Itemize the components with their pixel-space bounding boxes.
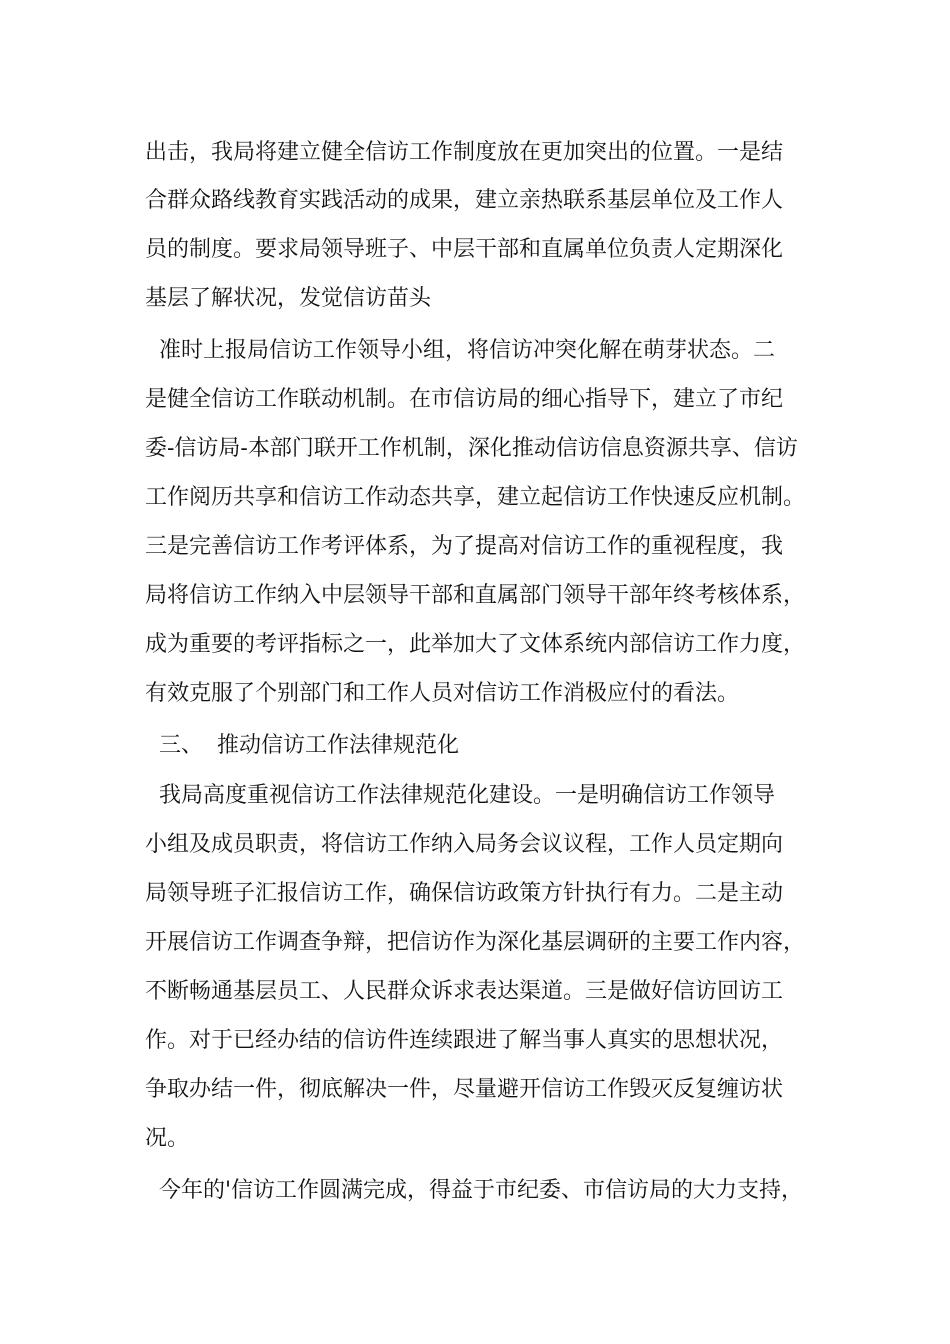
section-heading: 三、 推动信访工作法律规范化 [145, 733, 459, 758]
text-line: 准时上报局信访工作领导小组，将信访冲突化解在萌芽状态。二 [145, 338, 775, 363]
text-line: 员的制度。要求局领导班子、中层干部和直属单位负责人定期深化 [145, 237, 784, 262]
text-line: 今年的'信访工作圆满完成，得益于市纪委、市信访局的大力支持， [145, 1178, 804, 1203]
text-line: 况。 [145, 1126, 190, 1151]
text-line: 合群众路线教育实践活动的成果，建立亲热联系基层单位及工作人 [145, 188, 784, 213]
text-line: 成为重要的考评指标之一，此举加大了文体系统内部信访工作力度， [145, 632, 806, 657]
text-line: 基层了解状况，发觉信访苗头 [145, 286, 432, 311]
text-line: 局领导班子汇报信访工作，确保信访政策方针执行有力。二是主动 [145, 881, 784, 906]
text-line: 出击，我局将建立健全信访工作制度放在更加突出的位置。一是结 [145, 140, 784, 165]
text-line: 小组及成员职责，将信访工作纳入局务会议议程，工作人员定期向 [145, 832, 784, 857]
text-line: 开展信访工作调查争辩，把信访作为深化基层调研的主要工作内容， [145, 930, 806, 955]
text-line: 三是完善信访工作考评体系，为了提高对信访工作的重视程度，我 [145, 534, 784, 559]
text-line: 工作阅历共享和信访工作动态共享，建立起信访工作快速反应机制。 [145, 485, 806, 510]
text-line: 局将信访工作纳入中层领导干部和直属部门领导干部年终考核体系， [145, 583, 806, 608]
text-line: 委-信访局-本部门联开工作机制，深化推动信访信息资源共享、信访 [145, 436, 798, 461]
text-line: 争取办结一件，彻底解决一件，尽量避开信访工作毁灭反复缠访状 [145, 1077, 784, 1102]
text-line: 有效克服了个别部门和工作人员对信访工作消极应付的看法。 [145, 681, 740, 706]
text-line: 作。对于已经办结的信访件连续跟进了解当事人真实的思想状况， [145, 1028, 784, 1053]
text-line: 不断畅通基层员工、人民群众诉求表达渠道。三是做好信访回访工 [145, 979, 784, 1004]
text-line: 我局高度重视信访工作法律规范化建设。一是明确信访工作领导 [145, 783, 775, 808]
text-line: 是健全信访工作联动机制。在市信访局的细心指导下，建立了市纪 [145, 387, 784, 412]
